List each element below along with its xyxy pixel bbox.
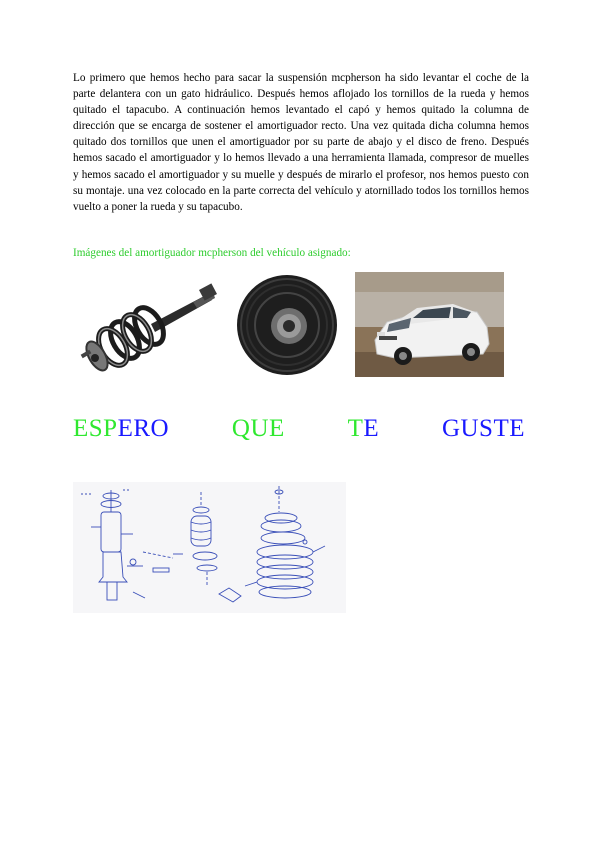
banner-word-part: QUE — [231, 415, 285, 442]
banner-word — [442, 415, 525, 443]
banner-word-part: ESP — [73, 415, 118, 442]
banner-word-part: ERO — [117, 415, 170, 442]
body-paragraph: Lo primero que hemos hecho para sacar la suspensión mcpherson ha sido levantar el coche de la parte delantera con un gato hidráulico. Después hemos aflojado los tornillos de la rueda y hemos quitado el tapacubo. A continuación hemos levantado el capó y hemos quitado la columna de dirección que se encarga de sostener el amortiguador recto. Una vez quitada dicha columna hemos quitado dos tornillos que unen el amortiguador por su parte de abajo y el disco de freno. Después hemos sacado el amortiguador y lo hemos llevado a una herramienta llamada, compresor de muelles y hemos sacado el amortiguador y su muelle y después de mirarlo el profesor, nos hemos puesto con su montaje. una vez colocado en la parte correcta del vehículo y atornillado todos los tornillos hemos vuelto a poner la rueda y su tapacubo. — [73, 72, 529, 213]
banner-word — [232, 415, 285, 443]
exploded-suspension-diagram — [73, 482, 346, 613]
images-caption: Imágenes del amortiguador mcpherson del vehículo asignado: — [73, 247, 351, 259]
shock-absorber-strut-photo — [73, 272, 222, 377]
banner-word-part: T — [347, 415, 364, 442]
closing-banner — [73, 415, 525, 443]
banner-word — [73, 415, 169, 443]
strut-top-mount-photo — [234, 272, 340, 377]
banner-word — [348, 415, 380, 443]
banner-word-part: GUSTE — [441, 415, 525, 442]
white-car-photo — [355, 272, 504, 377]
banner-word-part: E — [363, 415, 380, 442]
